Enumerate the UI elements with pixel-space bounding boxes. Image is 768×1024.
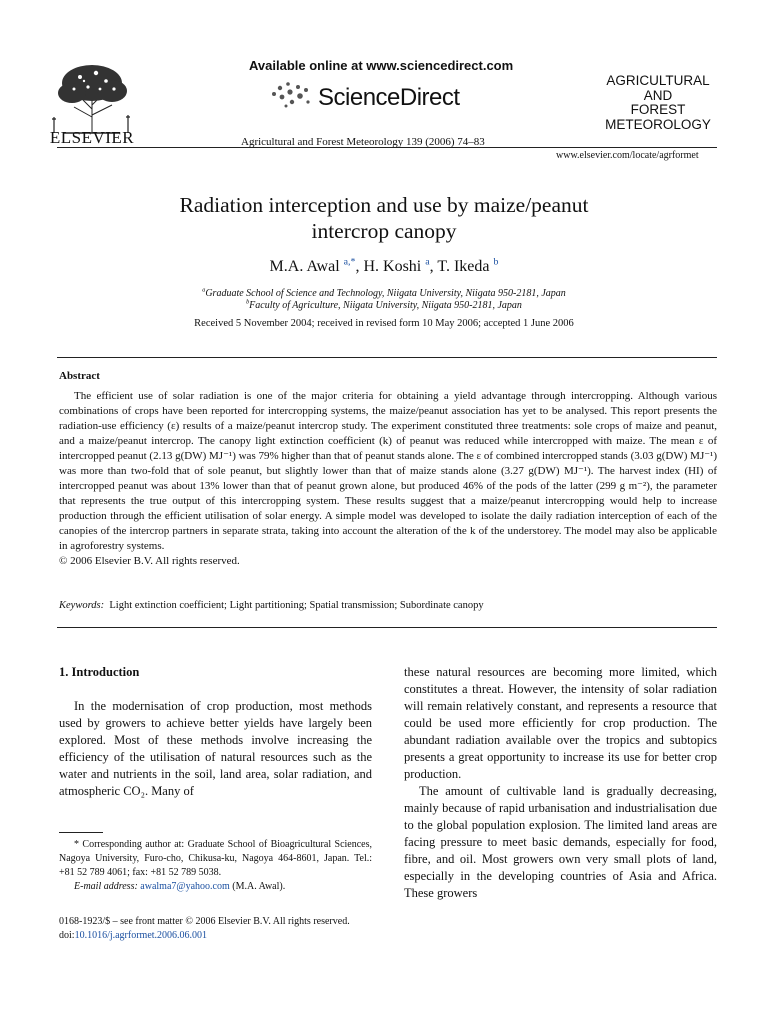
email-link[interactable]: awalma7@yahoo.com — [140, 881, 230, 892]
author-name[interactable]: H. Koshi — [363, 258, 422, 275]
keywords — [59, 600, 717, 611]
abstract-heading: Abstract — [59, 370, 100, 382]
journal-title-line: AGRICULTURAL — [606, 73, 710, 88]
affiliation-text: Faculty of Agriculture, Niigata University, Niigata 950-2181, Japan — [249, 300, 522, 311]
affiliation — [60, 288, 708, 299]
email-label: E-mail address: — [74, 881, 138, 892]
abstract-body — [59, 389, 717, 569]
abstract-top-divider — [57, 357, 717, 358]
email-suffix: (M.A. Awal). — [232, 881, 286, 892]
doi-link[interactable]: 10.1016/j.agrformet.2006.06.001 — [74, 930, 208, 941]
front-matter-note — [59, 915, 350, 943]
body-paragraph: In the modernisation of crop production, most methods used by growers to achieve better yields have largely been explored. Most of these methods involve increasing the efficiency of the utilisation of natural resources such as the water and nutrients in the soil, land area, solar radiation, and atmospheric CO₂. Many of — [59, 699, 372, 798]
article-title — [60, 192, 708, 244]
journal-homepage-link[interactable]: www.elsevier.com/locate/agrformet — [556, 150, 699, 161]
author-affiliation-marker[interactable]: a,* — [343, 256, 356, 268]
author-name[interactable]: M.A. Awal — [269, 258, 340, 275]
body-paragraph: The amount of cultivable land is gradually decreasing, mainly because of rapid urbanisation and industrialisation due to the global population explosion. The limited land areas are facing pressure to meet basic demands, especially for food, fibre, and oil. Most growers own very small plots of land, especially in the developing countries of Asia and Africa. These growers — [404, 784, 717, 900]
journal-title-line: METEOROLOGY — [605, 116, 711, 132]
journal-title-line: FOREST — [630, 102, 686, 117]
author-affiliation-marker[interactable]: b — [493, 256, 499, 268]
article-title-line: intercrop canopy — [311, 219, 457, 243]
body-paragraph: these natural resources are becoming more limited, which constitutes a threat. However, the intensity of solar radiation will remain relatively constant, and represents a resource that could be used more efficiently for crop production. The abundant radiation available over the tropics and subtopics presents a great opportunity to increase its use for better crop production. — [404, 665, 717, 781]
abstract-bottom-divider — [57, 627, 717, 628]
received-dates: Received 5 November 2004; received in revised form 10 May 2006; accepted 1 June 2006 — [194, 318, 574, 329]
header-divider — [57, 147, 717, 148]
abstract-copyright: © 2006 Elsevier B.V. All rights reserved. — [59, 555, 240, 567]
author-name[interactable]: T. Ikeda — [437, 258, 490, 275]
issn-line: 0168-1923/$ – see front matter © 2006 Elsevier B.V. All rights reserved. — [59, 916, 350, 927]
sciencedirect-wordmark: ScienceDirect — [318, 84, 460, 111]
affiliation-marker: a — [202, 286, 206, 294]
sciencedirect-dots-icon — [270, 80, 316, 110]
affiliation — [60, 300, 708, 311]
right-column — [404, 664, 717, 902]
author-affiliation-marker[interactable]: a — [425, 256, 430, 268]
corresponding-author-footnote — [59, 838, 372, 894]
publisher-name: ELSEVIER — [49, 128, 135, 147]
journal-reference: Agricultural and Forest Meteorology 139 (2006) 74–83 — [241, 136, 485, 148]
section-heading: 1. Introduction — [59, 665, 140, 679]
journal-title-line: AND — [643, 87, 673, 103]
keywords-label: Keywords: — [59, 600, 105, 611]
doi-label: doi: — [59, 930, 75, 941]
affiliation-marker: b — [246, 298, 250, 306]
author-list: M.A. Awal $^{a,*}$, H. Koshi $^a$, T. Ikeda $^b$ — [269, 256, 499, 275]
available-online-text: Available online at www.sciencedirect.com — [249, 58, 514, 73]
keywords-list: Light extinction coefficient; Light partitioning; Spatial transmission; Subordinate canopy — [109, 600, 484, 611]
footnote-rule — [59, 832, 103, 833]
article-title-line: Radiation interception and use by maize/peanut — [179, 193, 589, 217]
affiliation-text: Graduate School of Science and Technology, Niigata University, Niigata 950-2181, Japan — [205, 288, 566, 299]
abstract-paragraph: The efficient use of solar radiation is one of the major criteria for obtaining a yield advantage through intercropping. Although various combinations of crops have been reported for intercropping systems, the maize/peanut association has yet to be analysed. This report presents the radiation-use efficiency (ε) results of a maize/peanut intercrop study. The experiment constituted three treatments: sole crops of maize and peanut, and a maize/peanut intercrop. The canopy light extinction coefficient (k) of peanut was reduced while intercropped with maize. The mean ε of intercropped peanut (2.13 g(DW) MJ⁻¹) was 79% higher than that of peanut stands alone. The ε of combined intercropped stands (3.03 g(DW) MJ⁻¹) was more than two-fold that of sole peanut, but slightly lower than that of maize stands alone (3.27 g(DW) MJ⁻¹). The harvest index (HI) of intercropped peanut was about 13% lower than that of peanut grown alone, but produced 46% of the pods of the latter (299 g m⁻²), the parameter that represents the true output of this intercropping system. These results suggest that a maize/peanut intercropping would help to increase production through the efficient utilisation of solar energy. A simple model was developed to isolate the daily radiation interception of each of the canopies of the intercrop partners in separate strata, taking into account the alteration of the k of the understorey. The model may also be applicable in agroforestry systems. — [59, 390, 717, 552]
footnote-text: * Corresponding author at: Graduate School of Bioagricultural Sciences, Nagoya University, Furo-cho, Chikusa-ku, Nagoya 464-8601, Japan. Tel.: +81 52 789 4061; fax: +81 52 789 5038. — [59, 839, 372, 878]
journal-title-logo — [598, 74, 718, 132]
left-column — [59, 698, 372, 800]
